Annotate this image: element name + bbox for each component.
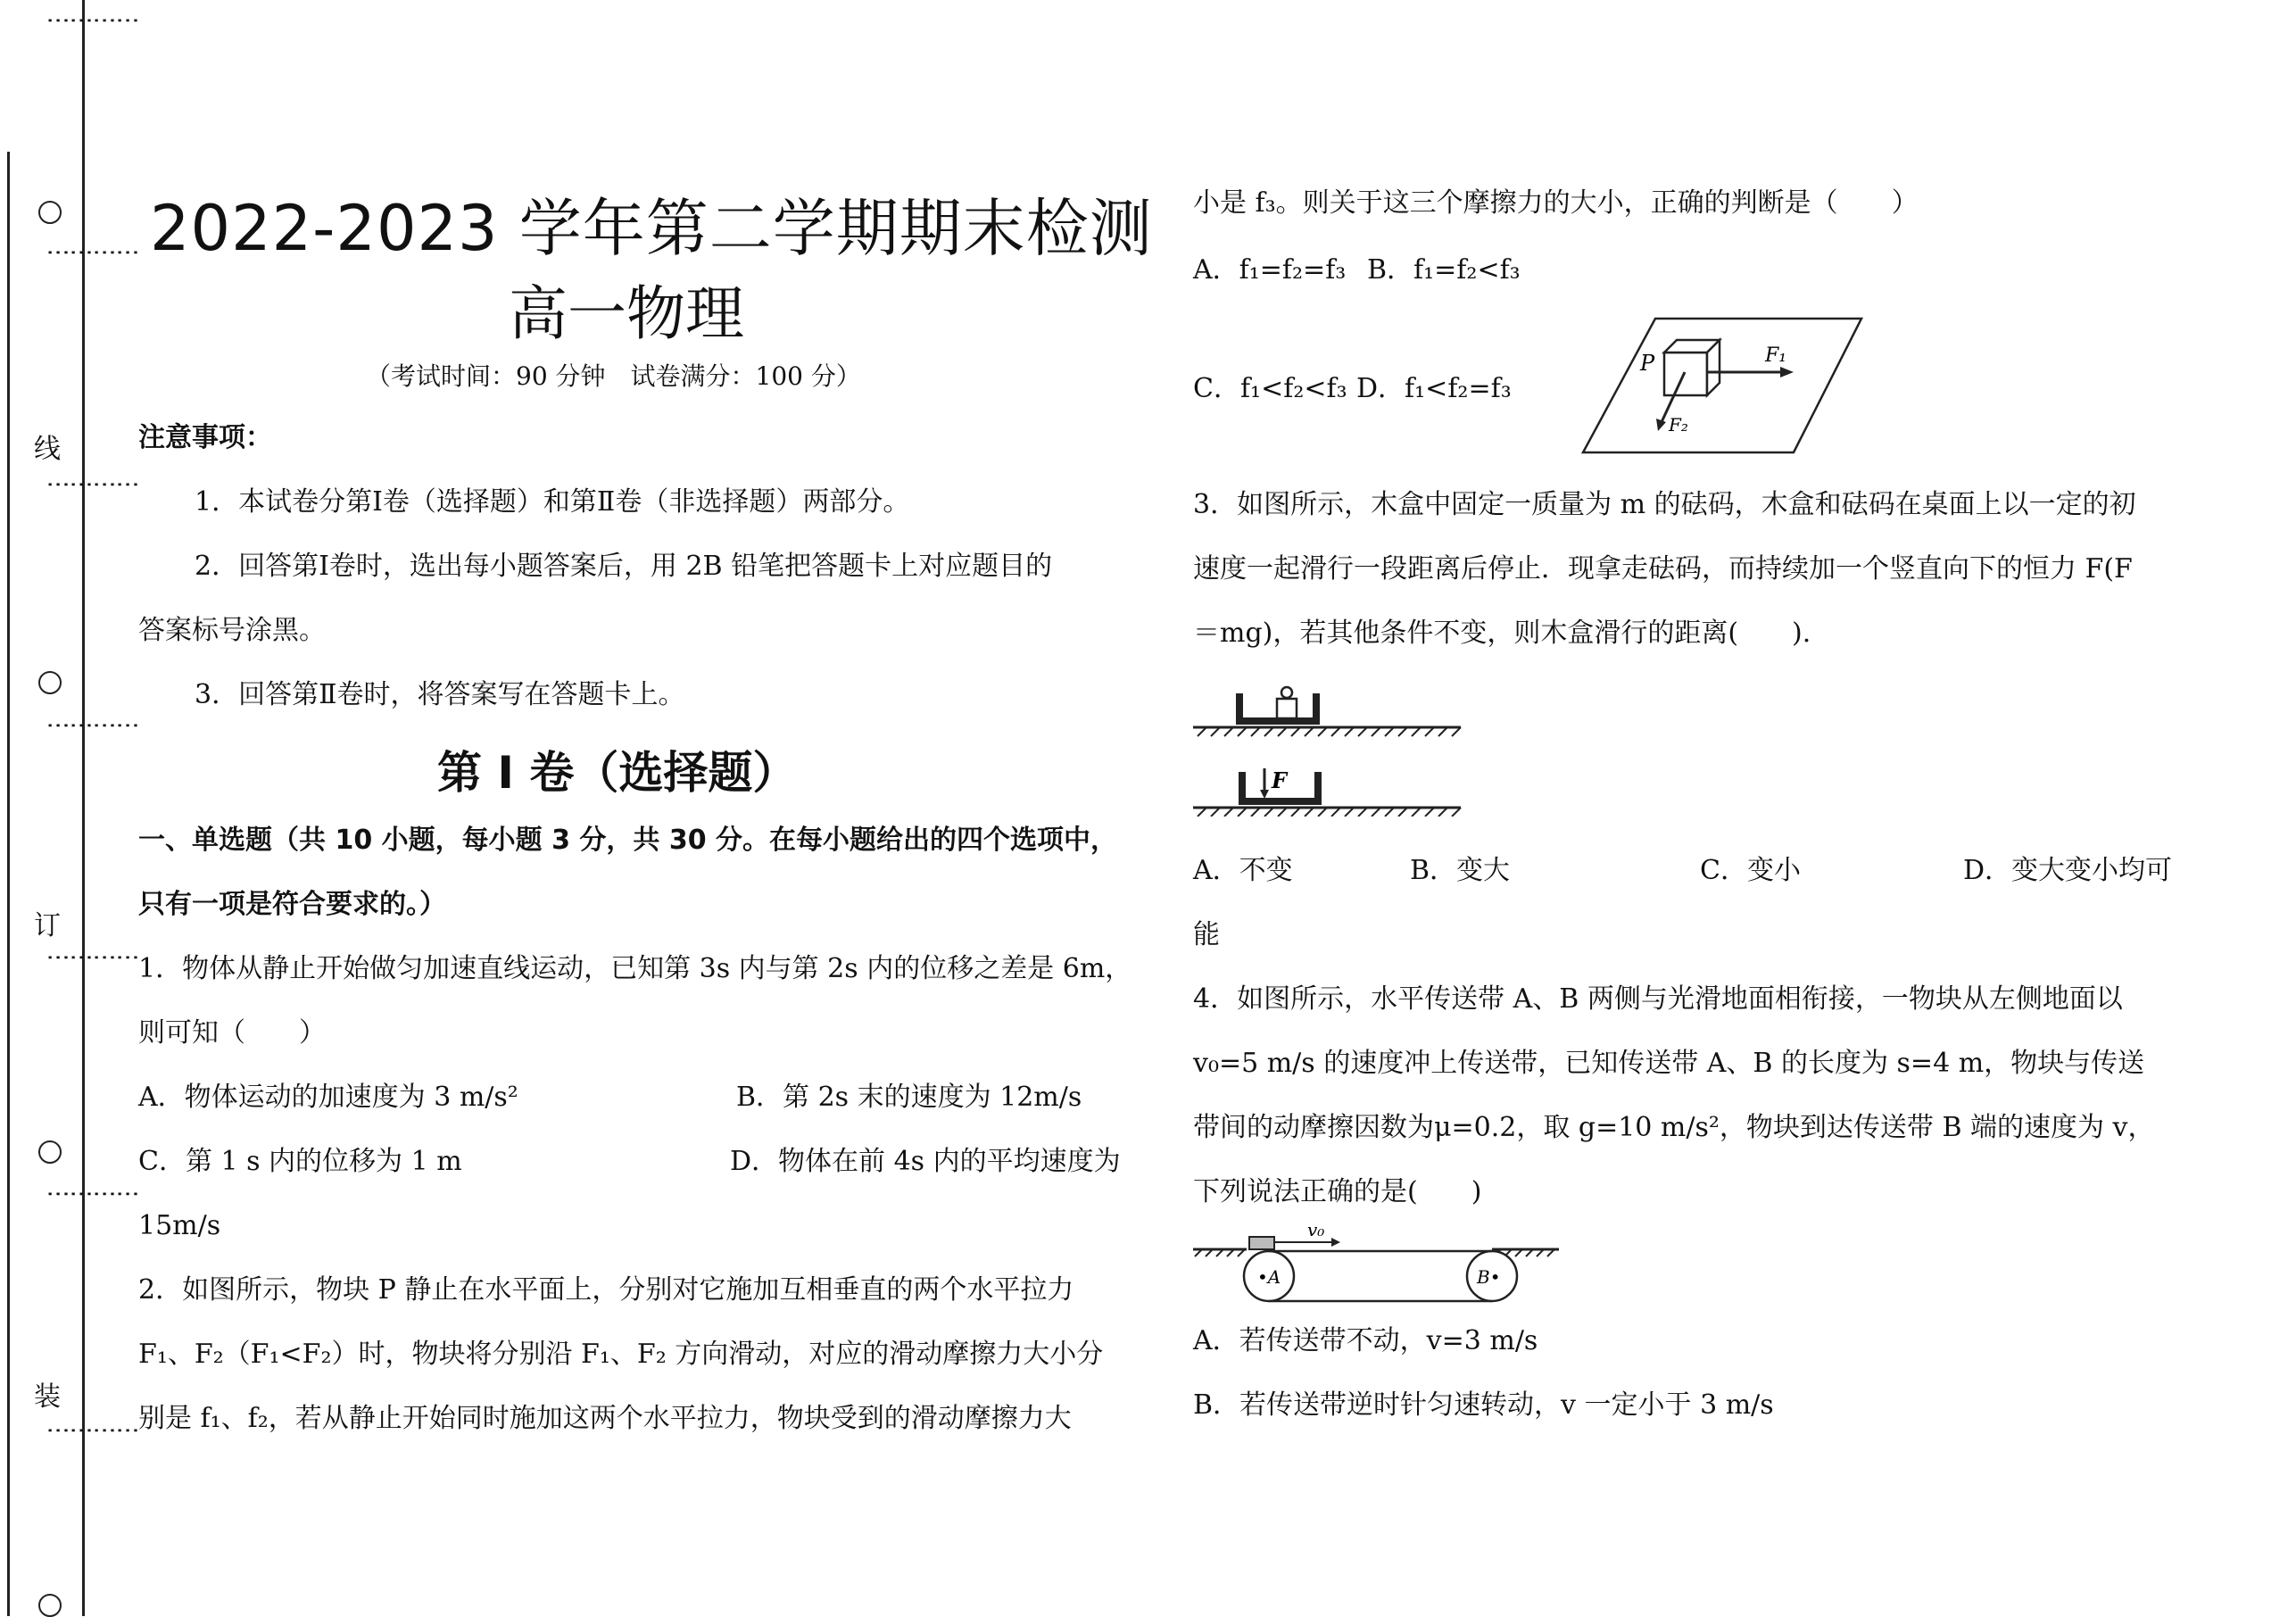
q2-stem: 小是 f₃。则关于这三个摩擦力的大小，正确的判断是（ ） bbox=[1193, 187, 1919, 219]
notes-heading: 注意事项： bbox=[138, 422, 272, 453]
q4-figure bbox=[1193, 1223, 1568, 1312]
f2-arrowhead bbox=[1656, 419, 1666, 431]
q1-option-d-cont: 15m/s bbox=[138, 1210, 221, 1241]
q1-option-c: C．第 1 s 内的位移为 1 m bbox=[138, 1146, 462, 1177]
binding-dots: ⋮ ⋮ ⋮ ⋮ bbox=[45, 714, 141, 737]
q3-option-b: B．变大 bbox=[1410, 855, 1511, 886]
exam-title: 2022-2023 学年第二学期期末检测 bbox=[150, 192, 1153, 265]
q3-stem: 3．如图所示，木盒中固定一质量为 m 的砝码，木盒和砝码在桌面上以一定的初 bbox=[1193, 489, 2136, 520]
note-item: 1．本试卷分第Ⅰ卷（选择题）和第Ⅱ卷（非选择题）两部分。 bbox=[195, 486, 910, 518]
q2-option-d: D．f₁<f₂=f₃ bbox=[1356, 373, 1512, 404]
q2-stem: 别是 f₁、f₂，若从静止开始同时施加这两个水平拉力，物块受到的滑动摩擦力大 bbox=[138, 1403, 1072, 1434]
box-with-weight bbox=[1239, 687, 1316, 721]
note-item: 答案标号涂黑。 bbox=[138, 615, 326, 646]
q4-stem: v₀=5 m/s 的速度冲上传送带，已知传送带 A、B 的长度为 s=4 m，物块与传送 bbox=[1193, 1048, 2145, 1079]
binding-dots: ⋮ ⋮ ⋮ ⋮ bbox=[45, 241, 141, 264]
binding-circle bbox=[38, 1140, 62, 1164]
q4-option-a: A．若传送带不动，v=3 m/s bbox=[1193, 1325, 1538, 1356]
binding-circle bbox=[38, 671, 62, 694]
binding-dots: ⋮ ⋮ ⋮ ⋮ bbox=[45, 9, 141, 32]
binding-dots: ⋮ ⋮ ⋮ ⋮ bbox=[45, 1419, 141, 1442]
q3-figure bbox=[1193, 674, 1479, 817]
q1-stem: 1．物体从静止开始做匀加速直线运动，已知第 3s 内与第 2s 内的位移之差是 6m， bbox=[138, 953, 1132, 984]
q3-option-d-cont: 能 bbox=[1193, 919, 1220, 950]
q1-option-a: A．物体运动的加速度为 3 m/s² bbox=[138, 1082, 518, 1113]
binding-margin bbox=[0, 0, 141, 1616]
exam-subtitle: 高一物理 bbox=[509, 279, 744, 348]
q3-option-d: D．变大变小均可 bbox=[1963, 855, 2173, 886]
section-title: 第 I 卷（选择题） bbox=[437, 747, 798, 799]
exam-info: （考试时间：90 分钟 试卷满分：100 分） bbox=[366, 361, 861, 391]
block-p bbox=[1664, 340, 1720, 395]
q4-stem: 下列说法正确的是( ) bbox=[1193, 1176, 1482, 1207]
q3-option-a: A．不变 bbox=[1193, 855, 1293, 886]
label-p: P bbox=[1640, 351, 1655, 376]
q4-option-b: B．若传送带逆时针匀速转动，v 一定小于 3 m/s bbox=[1193, 1389, 1774, 1421]
q4-stem: 4．如图所示，水平传送带 A、B 两侧与光滑地面相衔接，一物块从左侧地面以 bbox=[1193, 983, 2123, 1015]
v0-arrowhead bbox=[1331, 1238, 1340, 1247]
q4-stem: 带间的动摩擦因数为μ=0.2，取 g=10 m/s²，物块到达传送带 B 端的速度为 v， bbox=[1193, 1112, 2155, 1143]
label-v0: v₀ bbox=[1307, 1223, 1325, 1240]
q1-option-d: D．物体在前 4s 内的平均速度为 bbox=[730, 1146, 1121, 1177]
binding-label-bind: 装 bbox=[34, 1381, 61, 1413]
binding-label-staple: 订 bbox=[34, 910, 61, 941]
binding-label-line: 线 bbox=[34, 434, 61, 465]
part-heading: 一、单选题（共 10 小题，每小题 3 分，共 30 分。在每小题给出的四个选项中， bbox=[138, 825, 1118, 856]
label-a: •A bbox=[1257, 1266, 1281, 1288]
q2-option-b: B．f₁=f₂<f₃ bbox=[1367, 254, 1521, 286]
binding-line-inner bbox=[7, 152, 10, 1616]
binding-dots: ⋮ ⋮ ⋮ ⋮ bbox=[45, 946, 141, 969]
binding-dots: ⋮ ⋮ ⋮ ⋮ bbox=[45, 1182, 141, 1206]
binding-circle bbox=[38, 1594, 62, 1617]
q1-option-b: B．第 2s 末的速度为 12m/s bbox=[736, 1082, 1082, 1113]
q3-stem: 速度一起滑行一段距离后停止．现拿走砝码，而持续加一个竖直向下的恒力 F(F bbox=[1193, 553, 2133, 585]
q2-figure bbox=[1579, 317, 1865, 455]
note-item: 3．回答第Ⅱ卷时，将答案写在答题卡上。 bbox=[195, 679, 685, 710]
f1-arrowhead bbox=[1780, 367, 1794, 377]
label-b: B• bbox=[1477, 1266, 1501, 1288]
q2-option-c: C．f₁<f₂<f₃ bbox=[1193, 373, 1347, 404]
label-f2: F₂ bbox=[1669, 414, 1688, 435]
block bbox=[1249, 1237, 1274, 1249]
label-f1: F₁ bbox=[1765, 344, 1787, 367]
q2-stem: F₁、F₂（F₁<F₂）时，物块将分别沿 F₁、F₂ 方向滑动，对应的滑动摩擦力大小分 bbox=[138, 1339, 1104, 1370]
q2-stem: 2．如图所示，物块 P 静止在水平面上，分别对它施加互相垂直的两个水平拉力 bbox=[138, 1274, 1074, 1306]
q3-stem: ＝mg)，若其他条件不变，则木盒滑行的距离( ). bbox=[1193, 618, 1811, 649]
note-item: 2．回答第Ⅰ卷时，选出每小题答案后，用 2B 铅笔把答题卡上对应题目的 bbox=[195, 551, 1053, 582]
part-heading: 只有一项是符合要求的。） bbox=[138, 889, 446, 920]
q2-option-a: A．f₁=f₂=f₃ bbox=[1193, 254, 1347, 286]
binding-circle bbox=[38, 201, 62, 224]
q1-stem: 则可知（ ） bbox=[138, 1017, 326, 1049]
plane-outline bbox=[1583, 319, 1861, 452]
binding-dots: ⋮ ⋮ ⋮ ⋮ bbox=[45, 473, 141, 496]
q3-option-c: C．变小 bbox=[1700, 855, 1801, 886]
label-f: F bbox=[1272, 767, 1288, 793]
